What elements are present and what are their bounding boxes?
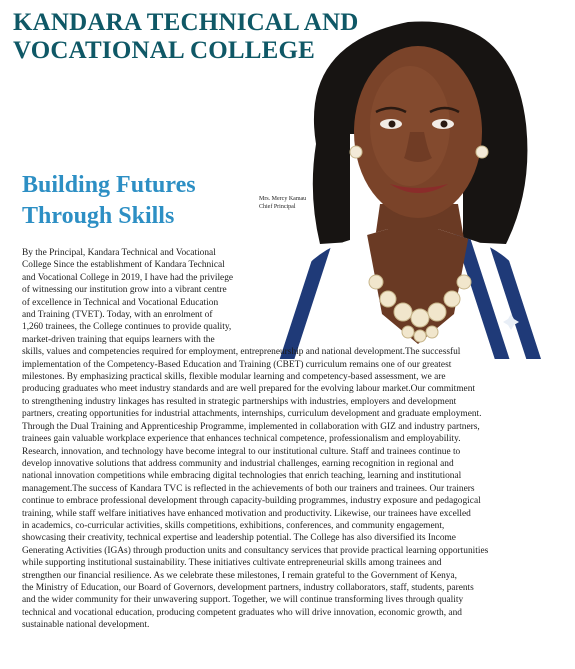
body-line: skills, values and competencies required for employment, entrepreneurship and national development.The successful [22,347,461,358]
body-line: continue to embrace professional development through capacity-building programmes, industry exposure and pedagogical [22,496,481,507]
body-line: market-driven training that equips learners with the [22,334,215,345]
body-line: training, while staff welfare initiatives have enhanced motivation and productivity. Likewise, our trainees have excelled [22,508,471,519]
caption-name: Mrs. Mercy Kamau [259,196,307,202]
college-title [13,9,358,65]
earring-left [350,146,362,158]
body-line: and Training (TVET). Today, with an enrolment of [22,310,213,321]
college-title-line-2: VOCATIONAL COLLEGE [13,37,316,64]
body-line: strengthen our financial resilience. As we celebrate these milestones, I remain grateful to the Government of Kenya, [22,570,457,581]
body-line: Generating Activities (IGAs) through production units and consultancy services that provide practical learning opportunities [22,545,489,556]
body-line: to strengthening industry linkages has resulted in strategic partnerships with industries, employers and development [22,396,457,407]
photo-caption [259,195,306,211]
headline-line-1: Building Futures [22,172,196,198]
body-line: producing graduates who meet industry standards and are well prepared for the evolving labour market.Our commitment [22,384,475,395]
body-line: while supporting institutional sustainability. These initiatives cultivate entrepreneurial skills among trainees and [22,558,442,569]
body-line: develop innovative solutions that address community and industrial challenges, earning recognition in regional and [22,458,454,469]
body-line: Research, innovation, and technology have become integral to our institutional culture. Staff and trainees continue to [22,446,461,457]
body-line: 1,260 trainees, the College continues to provide quality, [22,322,232,333]
article-body [22,247,568,632]
article-paragraph [22,247,568,632]
body-line: of excellence in Technical and Vocational Education [22,297,219,308]
headline [22,170,196,232]
body-line: milestones. By emphasizing practical skills, flexible modular learning and competency-based assessment, we are [22,372,446,383]
body-line: and Vocational College in 2019, I have had the privilege [22,272,234,283]
body-line: showcasing their creativity, technical expertise and leadership potential. The College has also diversified its Income [22,533,456,544]
body-line: of witnessing our institution grow into a vibrant centre [22,285,227,296]
body-line: national innovation competitions while embracing digital technologies that enrich teaching, learning and institutional [22,471,462,482]
body-line: College Since the establishment of Kandara Technical [22,260,225,271]
college-title-line-1: KANDARA TECHNICAL AND [13,9,359,36]
body-line: technical and vocational education, producing competent graduates who will drive innovation, economic growth, and [22,607,462,618]
body-line: in academics, co-curricular activities, skills competitions, exhibitions, conferences, and community engagement, [22,520,445,531]
earring-right [476,146,488,158]
body-line: implementation of the Competency-Based Education and Training (CBET) curriculum remains one of our greatest [22,359,452,370]
body-line: and the wider community for their unwavering support. Together, we will continue transforming lives through quality [22,595,464,606]
caption-role: Chief Principal [259,204,296,210]
body-line: Through the Dual Training and Apprenticeship Programme, implemented in collaboration with GIZ and industry partners, [22,421,480,432]
body-line: the Ministry of Education, our Board of Governors, development partners, industry collaborators, staff, students, parents [22,582,474,593]
body-line: partners, creating opportunities for industrial attachments, internships, curriculum development and graduate employment. [22,409,482,420]
body-line: sustainable national development. [22,620,150,631]
body-line: management.The success of Kandara TVC is reflected in the achievements of both our trainers and trainees. Our trainers [22,483,475,494]
headline-line-2: Through Skills [22,203,175,229]
body-line: By the Principal, Kandara Technical and Vocational [22,248,216,258]
body-line: trainees gain valuable workplace experience that enhances technical competence, professionalism and employability. [22,434,461,445]
